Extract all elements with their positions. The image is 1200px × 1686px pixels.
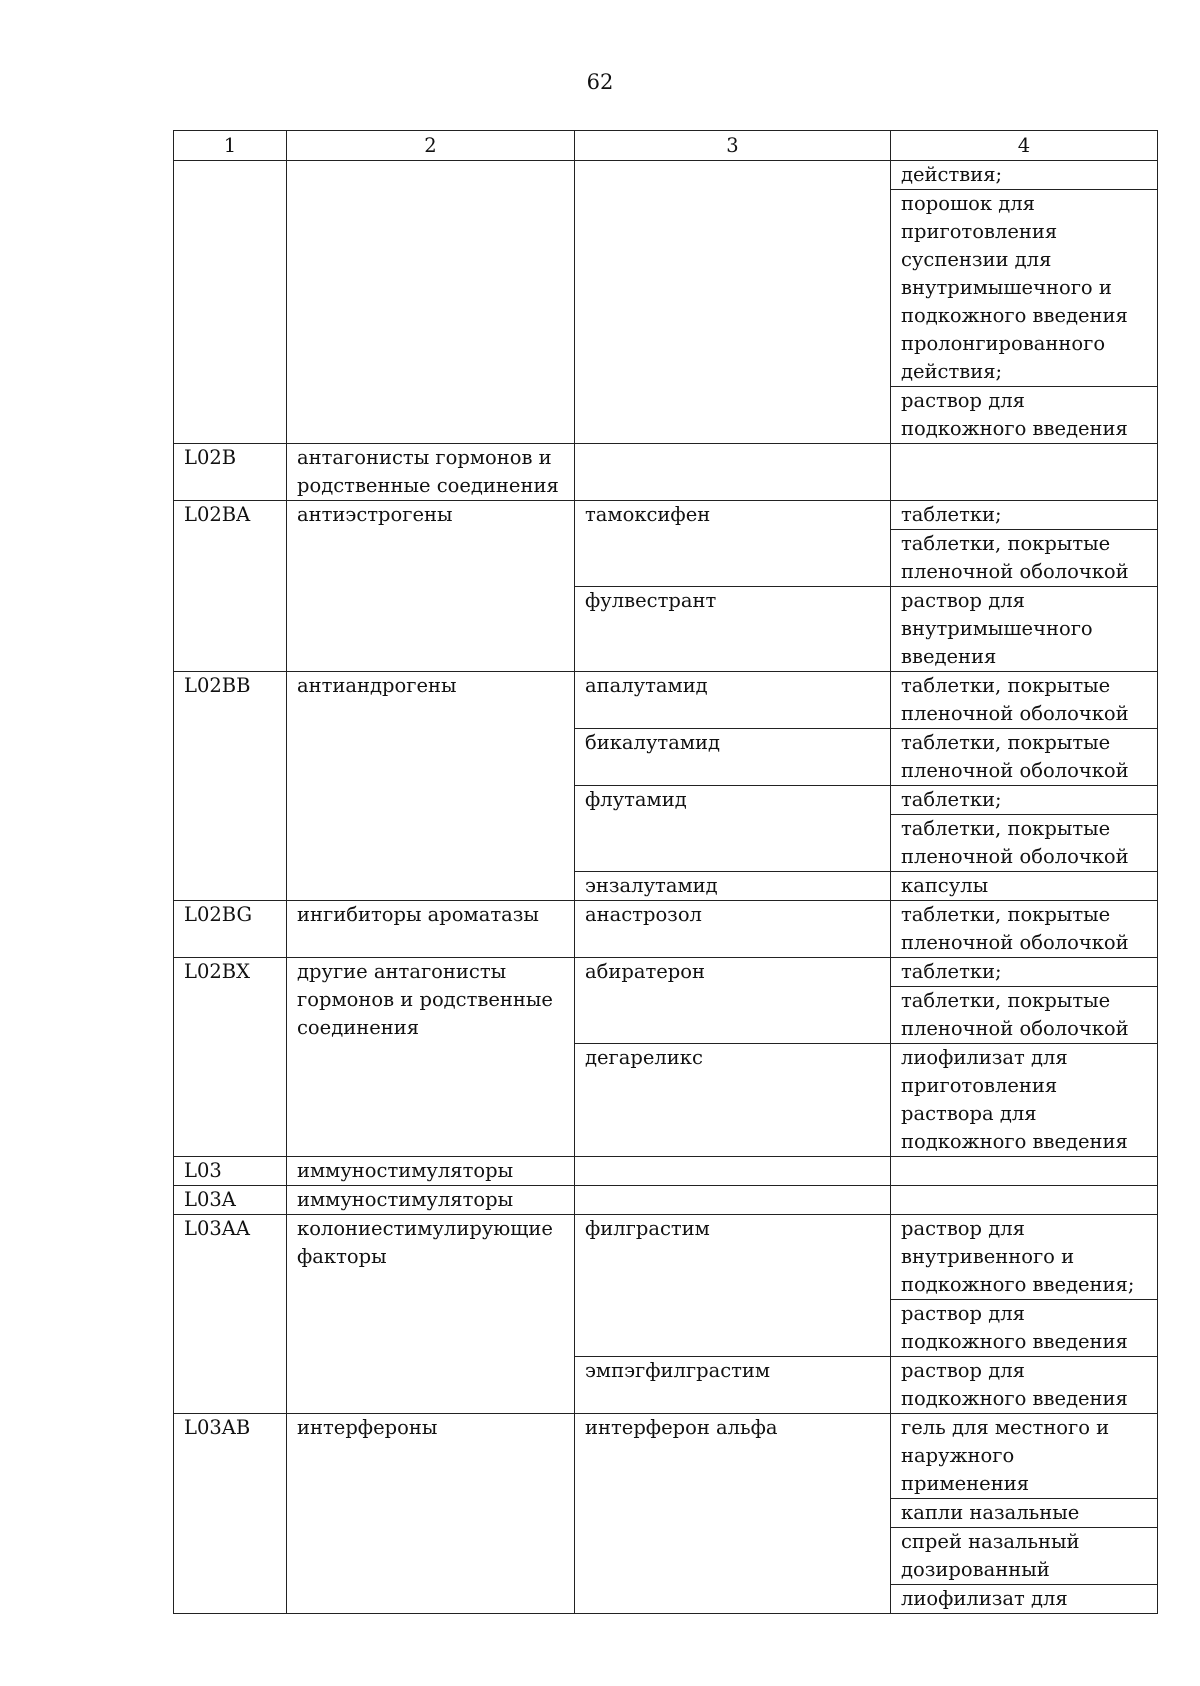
drug-name-cell: интерферон альфа <box>575 1414 891 1614</box>
dosage-form-cell: таблетки, покрытые пленочной оболочкой <box>891 672 1158 729</box>
atc-code-cell: L03A <box>174 1186 287 1215</box>
group-name-cell: антиандрогены <box>287 672 575 901</box>
drug-cell-empty <box>575 444 891 501</box>
group-name-cell: другие антагонисты гормонов и родственные соединения <box>287 958 575 1157</box>
dosage-form-cell: действия; <box>891 161 1158 190</box>
group-name-cell: иммуностимуляторы <box>287 1157 575 1186</box>
table-header-4: 4 <box>891 131 1158 161</box>
atc-code-cell: L02BB <box>174 672 287 901</box>
drug-cell-empty <box>575 161 891 444</box>
dosage-form-cell: таблетки; <box>891 786 1158 815</box>
group-cell-empty <box>287 161 575 444</box>
dosage-form-cell: таблетки; <box>891 958 1158 987</box>
dosage-form-cell: таблетки, покрытые пленочной оболочкой <box>891 815 1158 872</box>
drug-name-cell: флутамид <box>575 786 891 872</box>
atc-code-cell: L03 <box>174 1157 287 1186</box>
drug-name-cell: бикалутамид <box>575 729 891 786</box>
group-name-cell: интерфероны <box>287 1414 575 1614</box>
dosage-form-cell: раствор для подкожного введения <box>891 1357 1158 1414</box>
drug-name-cell: абиратерон <box>575 958 891 1044</box>
drug-table <box>173 130 1158 1614</box>
atc-code-cell: L03AB <box>174 1414 287 1614</box>
dosage-form-cell: таблетки; <box>891 501 1158 530</box>
dosage-form-cell: капли назальные <box>891 1499 1158 1528</box>
atc-code-cell: L02BX <box>174 958 287 1157</box>
dosage-form-cell: спрей назальный дозированный <box>891 1528 1158 1585</box>
dosage-form-cell: таблетки, покрытые пленочной оболочкой <box>891 901 1158 958</box>
atc-code-cell: L02BG <box>174 901 287 958</box>
dosage-form-cell: гель для местного и наружного применения <box>891 1414 1158 1499</box>
drug-name-cell: тамоксифен <box>575 501 891 587</box>
atc-code-cell: L03AA <box>174 1215 287 1414</box>
drug-cell-empty <box>575 1157 891 1186</box>
atc-code-cell: L02B <box>174 444 287 501</box>
group-name-cell: колониестимулирующие факторы <box>287 1215 575 1414</box>
drug-name-cell: фулвестрант <box>575 587 891 672</box>
dosage-form-cell: лиофилизат для <box>891 1585 1158 1614</box>
dosage-form-cell: порошок для приготовления суспензии для внутримышечного и подкожного введения пролонгированного действия; <box>891 190 1158 387</box>
group-name-cell: антагонисты гормонов и родственные соединения <box>287 444 575 501</box>
drug-name-cell: дегареликс <box>575 1044 891 1157</box>
dosage-form-cell: таблетки, покрытые пленочной оболочкой <box>891 987 1158 1044</box>
dosage-form-cell: капсулы <box>891 872 1158 901</box>
drug-name-cell: энзалутамид <box>575 872 891 901</box>
dosage-form-cell: лиофилизат для приготовления раствора для подкожного введения <box>891 1044 1158 1157</box>
drug-name-cell: эмпэгфилграстим <box>575 1357 891 1414</box>
atc-code-cell: L02BA <box>174 501 287 672</box>
dosage-form-cell-empty <box>891 1157 1158 1186</box>
drug-name-cell: анастрозол <box>575 901 891 958</box>
dosage-form-cell: таблетки, покрытые пленочной оболочкой <box>891 530 1158 587</box>
drug-name-cell: филграстим <box>575 1215 891 1357</box>
dosage-form-cell: раствор для внутривенного и подкожного введения; <box>891 1215 1158 1300</box>
dosage-form-cell: раствор для подкожного введения <box>891 1300 1158 1357</box>
table-header-2: 2 <box>287 131 575 161</box>
dosage-form-cell-empty <box>891 444 1158 501</box>
table-header-1: 1 <box>174 131 287 161</box>
code-cell-empty <box>174 161 287 444</box>
group-name-cell: ингибиторы ароматазы <box>287 901 575 958</box>
group-name-cell: антиэстрогены <box>287 501 575 672</box>
page-number: 62 <box>586 70 614 94</box>
drug-cell-empty <box>575 1186 891 1215</box>
group-name-cell: иммуностимуляторы <box>287 1186 575 1215</box>
dosage-form-cell-empty <box>891 1186 1158 1215</box>
dosage-form-cell: раствор для подкожного введения <box>891 387 1158 444</box>
dosage-form-cell: раствор для внутримышечного введения <box>891 587 1158 672</box>
dosage-form-cell: таблетки, покрытые пленочной оболочкой <box>891 729 1158 786</box>
drug-name-cell: апалутамид <box>575 672 891 729</box>
table-header-3: 3 <box>575 131 891 161</box>
